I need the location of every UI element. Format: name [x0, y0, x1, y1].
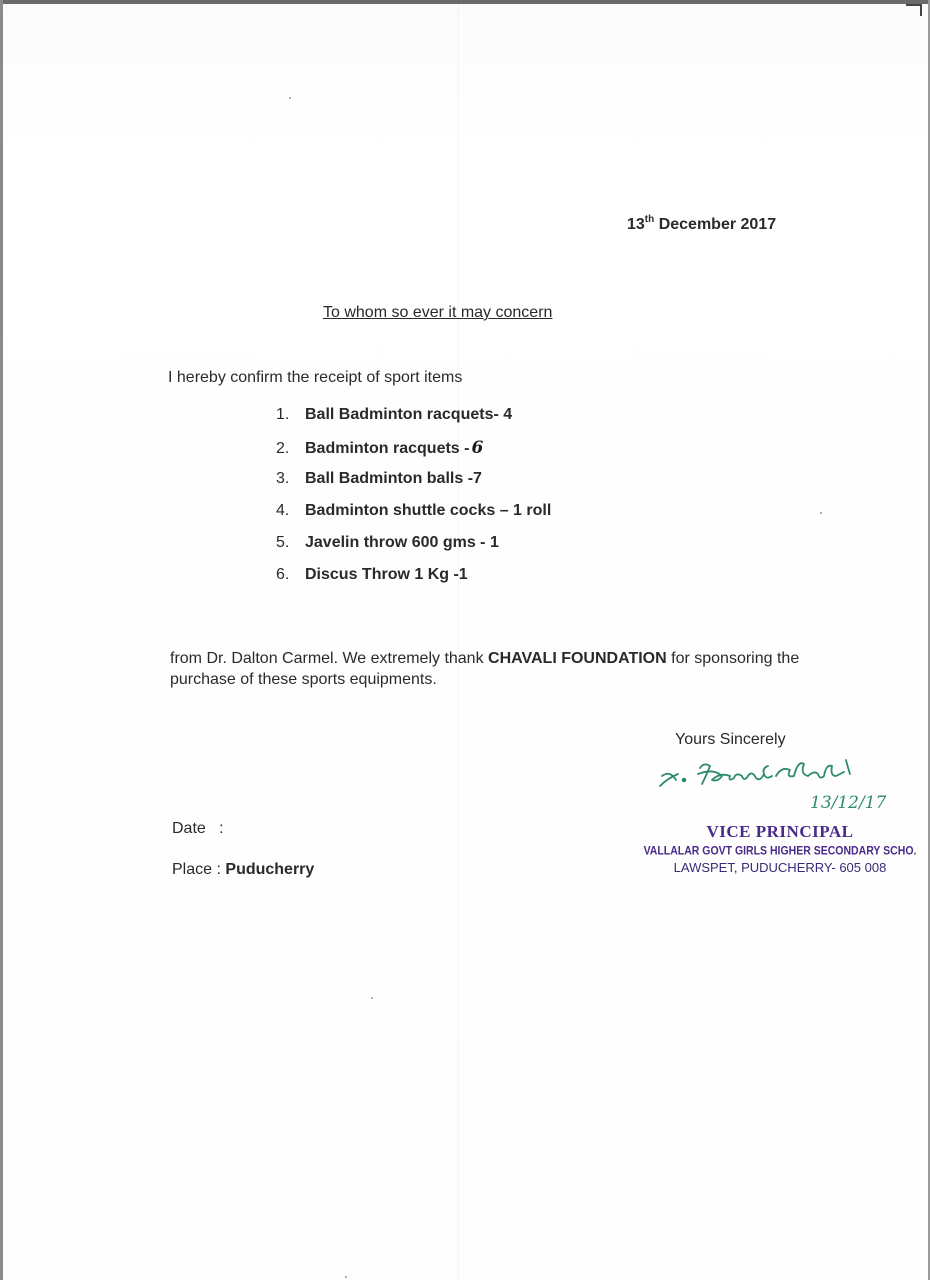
- paper-fold-line: [458, 0, 459, 1280]
- item-text: Javelin throw 600 gms - 1: [305, 534, 499, 551]
- list-item: [276, 438, 551, 470]
- sport-items-list: [276, 406, 551, 598]
- item-number: 6.: [276, 566, 290, 583]
- stamp-school-name: VALLALAR GOVT GIRLS HIGHER SECONDARY SCHO.: [643, 844, 917, 858]
- scan-edge-top: [0, 0, 930, 4]
- item-number: 4.: [276, 502, 290, 519]
- paper-speck: [289, 97, 291, 99]
- paper-speck: [820, 512, 822, 514]
- signature-strokes: [660, 760, 850, 786]
- item-number: 5.: [276, 534, 290, 551]
- list-item: [276, 470, 551, 502]
- corner-mark: [906, 4, 922, 16]
- salutation: To whom so ever it may concern: [323, 304, 553, 321]
- place-value: Puducherry: [225, 861, 315, 878]
- intro-text: I hereby confirm the receipt of sport items: [168, 369, 463, 386]
- date-day: 13: [627, 216, 645, 233]
- item-number: 3.: [276, 470, 290, 487]
- body-paragraph: [170, 648, 810, 690]
- item-text: Ball Badminton racquets- 4: [305, 406, 513, 423]
- body-part2: for sponsoring the purchase of these sports equipments.: [170, 650, 800, 688]
- stamp-address: LAWSPET, PUDUCHERRY- 605 008: [673, 860, 887, 875]
- handwritten-correction: 6: [471, 438, 484, 458]
- organization-name: CHAVALI FOUNDATION: [488, 650, 667, 667]
- date-separator: :: [219, 820, 224, 837]
- body-part1: from Dr. Dalton Carmel. We extremely thank: [170, 650, 489, 667]
- handwritten-signature: [648, 746, 898, 816]
- stamp-title: VICE PRINCIPAL: [706, 822, 854, 841]
- list-item: [276, 502, 551, 534]
- place-label: Place: [172, 861, 213, 878]
- scan-edge-left: [0, 0, 3, 1280]
- closing-text: Yours Sincerely: [675, 731, 786, 748]
- item-text: Ball Badminton balls -7: [305, 470, 482, 487]
- date-suffix: th: [644, 214, 655, 225]
- item-text: Badminton shuttle cocks – 1 roll: [305, 502, 552, 519]
- list-item: [276, 566, 551, 598]
- paper-speck: [371, 997, 373, 999]
- official-stamp: [640, 822, 920, 875]
- place-separator: :: [216, 861, 221, 878]
- date-rest: December 2017: [654, 216, 777, 233]
- item-text: Discus Throw 1 Kg -1: [305, 566, 468, 583]
- signature-date: 13/12/17: [810, 793, 887, 813]
- date-field: [172, 820, 224, 838]
- letter-date: [627, 216, 776, 234]
- item-number: 1.: [276, 406, 290, 423]
- place-field: [172, 861, 314, 879]
- item-number: 2.: [276, 440, 290, 457]
- item-text: Badminton racquets -: [305, 440, 470, 457]
- date-label: Date: [172, 820, 206, 837]
- list-item: [276, 534, 551, 566]
- paper-speck: [345, 1276, 347, 1278]
- list-item: [276, 406, 551, 438]
